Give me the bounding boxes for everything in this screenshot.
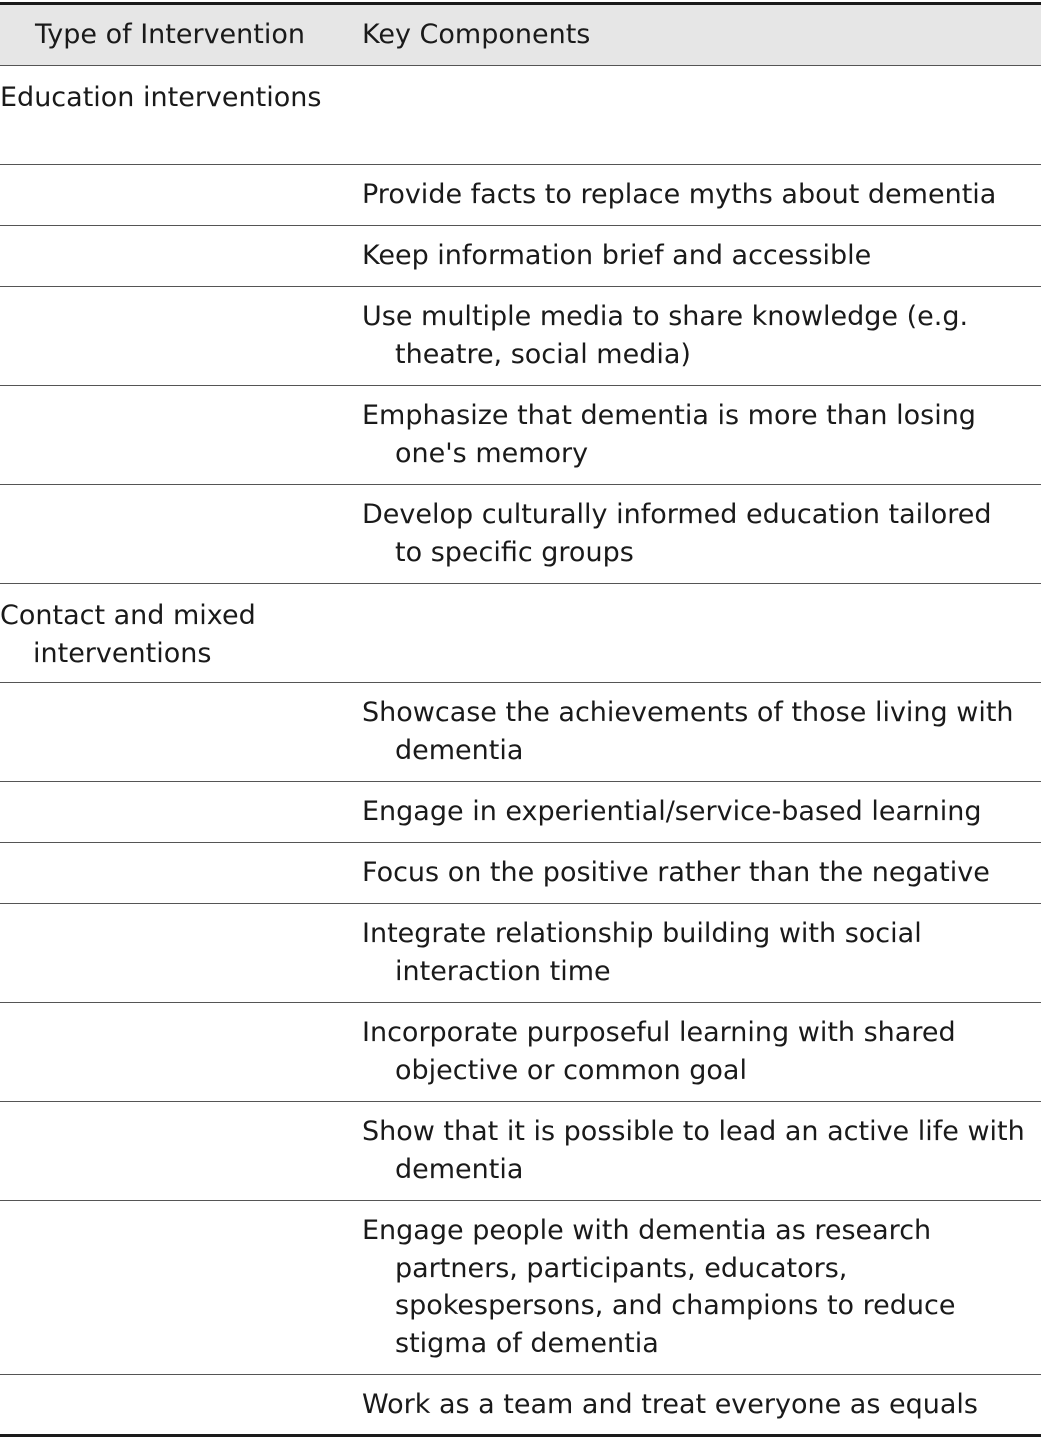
table-row [0, 583, 1041, 682]
component-cell: Showcase the achievements of those living with dementia [362, 697, 1014, 766]
intervention-type-cell [0, 298, 362, 374]
intervention-type-cell [0, 176, 362, 214]
intervention-type-cell [0, 397, 362, 473]
component-cell: Show that it is possible to lead an active life with dementia [362, 1116, 1025, 1185]
component-cell [362, 79, 1041, 153]
intervention-type-cell [0, 237, 362, 275]
table-row [0, 1374, 1041, 1434]
component-cell: Develop culturally informed education tailored to specific groups [362, 499, 992, 568]
header-key-components: Key Components [362, 19, 591, 50]
interventions-table [0, 2, 1041, 1437]
table-row [0, 1002, 1041, 1101]
intervention-type-cell [0, 694, 362, 770]
table-row [0, 903, 1041, 1002]
intervention-type-cell [0, 1212, 362, 1363]
table-row [0, 484, 1041, 583]
component-cell: Integrate relationship building with social interaction time [362, 918, 922, 987]
component-cell: Use multiple media to share knowledge (e.g. theatre, social media) [362, 301, 969, 370]
table-row [0, 286, 1041, 385]
intervention-type-cell [0, 1386, 362, 1423]
component-cell: Focus on the positive rather than the negative [362, 857, 990, 888]
table-row [0, 65, 1041, 164]
component-cell: Emphasize that dementia is more than losing one's memory [362, 400, 976, 469]
intervention-type-cell [0, 1113, 362, 1189]
table-row [0, 1200, 1041, 1374]
component-cell: Incorporate purposeful learning with shared objective or common goal [362, 1017, 956, 1086]
component-cell: Work as a team and treat everyone as equals [362, 1389, 978, 1420]
table-row [0, 164, 1041, 225]
component-cell: Engage in experiential/service-based learning [362, 796, 982, 827]
component-cell [362, 597, 1041, 671]
table-row [0, 225, 1041, 286]
intervention-type-cell [0, 793, 362, 831]
table-header-row [0, 5, 1041, 65]
table-row [0, 682, 1041, 781]
intervention-type-cell: Contact and mixed interventions [0, 600, 256, 669]
component-cell: Engage people with dementia as research partners, participants, educators, spokespersons, and champions to reduce stigma of dementia [362, 1215, 956, 1359]
table-row [0, 781, 1041, 842]
intervention-type-cell: Education interventions [0, 82, 322, 113]
intervention-type-cell [0, 854, 362, 892]
intervention-type-cell [0, 1014, 362, 1090]
intervention-type-cell [0, 915, 362, 991]
header-type-of-intervention: Type of Intervention [35, 19, 305, 50]
component-cell: Provide facts to replace myths about dementia [362, 179, 997, 210]
intervention-type-cell [0, 496, 362, 572]
component-cell: Keep information brief and accessible [362, 240, 872, 271]
table-row [0, 1101, 1041, 1200]
table-row [0, 385, 1041, 484]
table-row [0, 842, 1041, 903]
